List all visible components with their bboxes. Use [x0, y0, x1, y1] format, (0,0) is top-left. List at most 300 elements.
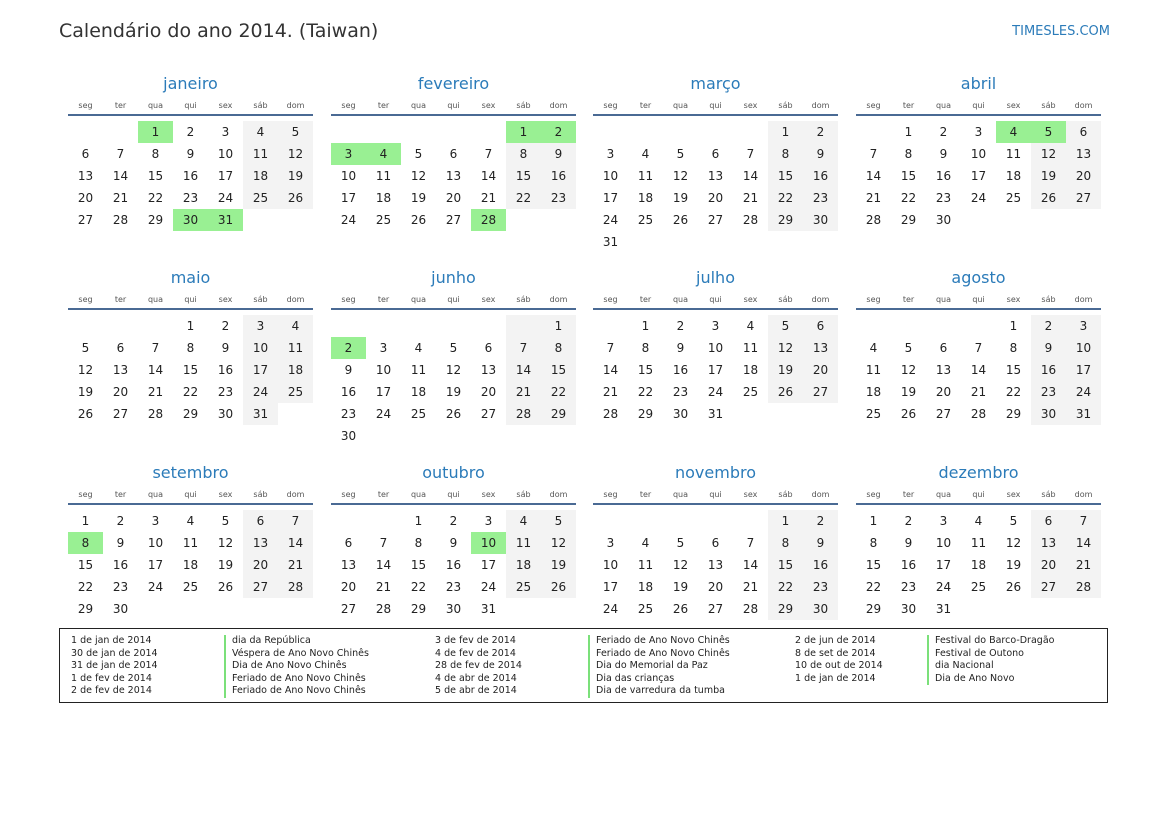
- weekday-label: seg: [78, 489, 93, 499]
- day-cell: 6: [344, 536, 353, 550]
- weekday-header: [856, 485, 1101, 505]
- day-cell: 15: [506, 165, 541, 187]
- day-cell: 20: [803, 359, 838, 381]
- day-cell: 1: [541, 315, 576, 337]
- empty-cell: [436, 121, 471, 143]
- empty-cell: [593, 315, 628, 337]
- day-cell: 29: [768, 209, 803, 231]
- day-cell: 22: [768, 187, 803, 209]
- day-cell: 18: [278, 359, 313, 381]
- weekday-label: sáb: [516, 100, 531, 110]
- holiday-day: 2: [541, 121, 576, 143]
- weekday-label: sex: [481, 294, 496, 304]
- month-9: [68, 461, 313, 620]
- day-cell: 22: [768, 576, 803, 598]
- month-name: junho: [431, 268, 476, 287]
- weekday-label: qua: [672, 489, 689, 499]
- weekday-label: ter: [902, 100, 915, 110]
- day-cell: 27: [707, 213, 724, 227]
- day-cell: 11: [1005, 147, 1022, 161]
- weekday-label: sex: [481, 100, 496, 110]
- weekday-header: [856, 96, 1101, 116]
- day-cell: 27: [803, 381, 838, 403]
- month-1: [68, 72, 313, 231]
- day-cell: 29: [77, 602, 94, 616]
- empty-cell: [366, 510, 401, 532]
- month-name: outubro: [422, 463, 485, 482]
- empty-cell: [366, 121, 401, 143]
- day-cell: 29: [147, 213, 164, 227]
- empty-cell: [331, 510, 366, 532]
- day-cell: 4: [243, 121, 278, 143]
- day-cell: 24: [707, 385, 724, 399]
- day-cell: 16: [445, 558, 462, 572]
- day-cell: 29: [182, 407, 199, 421]
- day-cell: 6: [939, 341, 948, 355]
- legend-entry: Véspera de Ano Novo Chinês: [232, 647, 369, 659]
- site-link[interactable]: TIMESLES.COM: [1012, 24, 1110, 39]
- weekday-label: qua: [935, 100, 952, 110]
- day-cell: 5: [81, 341, 90, 355]
- holiday-day: 30: [173, 209, 208, 231]
- day-cell: 10: [340, 169, 357, 183]
- legend-entry: Festival do Barco-Dragão: [935, 635, 1055, 646]
- day-cell: 15: [768, 554, 803, 576]
- weekday-label: dom: [549, 294, 568, 304]
- month-name: julho: [696, 268, 735, 287]
- day-cell: 23: [217, 385, 234, 399]
- day-cell: 19: [217, 558, 234, 572]
- day-cell: 24: [340, 213, 357, 227]
- day-cell: 15: [541, 359, 576, 381]
- day-cell: 1: [768, 510, 803, 532]
- day-cell: 22: [410, 580, 427, 594]
- day-cell: 5: [676, 147, 685, 161]
- legend-entry: Feriado de Ano Novo Chinês: [232, 685, 366, 696]
- day-cell: 12: [900, 363, 917, 377]
- legend-names-col1: [224, 635, 369, 698]
- day-cell: 22: [77, 580, 94, 594]
- weekday-label: dom: [549, 100, 568, 110]
- weekday-label: qua: [410, 100, 427, 110]
- day-cell: 21: [1066, 554, 1101, 576]
- empty-cell: [471, 315, 506, 337]
- weekday-label: dom: [1074, 489, 1093, 499]
- day-cell: 9: [1031, 337, 1066, 359]
- day-cell: 23: [182, 191, 199, 205]
- day-cell: 4: [641, 536, 650, 550]
- month-3: [593, 72, 838, 253]
- day-cell: 21: [375, 580, 392, 594]
- day-cell: 29: [865, 602, 882, 616]
- day-cell: 10: [1066, 337, 1101, 359]
- empty-cell: [698, 510, 733, 532]
- weekday-label: ter: [639, 294, 652, 304]
- day-cell: 16: [935, 169, 952, 183]
- day-cell: 1: [81, 514, 90, 528]
- weekday-label: ter: [902, 489, 915, 499]
- weekday-label: qui: [447, 100, 460, 110]
- day-cell: 23: [935, 191, 952, 205]
- day-cell: 16: [217, 363, 234, 377]
- day-cell: 14: [742, 558, 759, 572]
- day-cell: 29: [541, 403, 576, 425]
- day-cell: 9: [803, 532, 838, 554]
- weekday-label: seg: [603, 294, 618, 304]
- legend-entry: 4 de fev de 2014: [435, 647, 516, 659]
- empty-cell: [856, 121, 891, 143]
- day-cell: 20: [707, 580, 724, 594]
- day-cell: 2: [939, 125, 948, 139]
- day-cell: 20: [243, 554, 278, 576]
- day-cell: 10: [707, 341, 724, 355]
- day-cell: 19: [900, 385, 917, 399]
- day-cell: 1: [768, 121, 803, 143]
- day-cell: 17: [602, 580, 619, 594]
- day-cell: 20: [77, 191, 94, 205]
- day-cell: 9: [541, 143, 576, 165]
- day-cell: 30: [217, 407, 234, 421]
- weekday-label: seg: [603, 100, 618, 110]
- day-cell: 13: [707, 169, 724, 183]
- day-cell: 19: [541, 554, 576, 576]
- day-cell: 17: [970, 169, 987, 183]
- day-cell: 26: [278, 187, 313, 209]
- day-cell: 11: [742, 341, 759, 355]
- holiday-day: 31: [208, 209, 243, 231]
- day-cell: 23: [1031, 381, 1066, 403]
- weekday-label: seg: [341, 489, 356, 499]
- day-cell: 17: [217, 169, 234, 183]
- day-cell: 19: [278, 165, 313, 187]
- day-cell: 23: [803, 187, 838, 209]
- day-cell: 13: [1031, 532, 1066, 554]
- month-name: setembro: [152, 463, 229, 482]
- weekday-label: sex: [218, 489, 233, 499]
- day-cell: 9: [344, 363, 353, 377]
- weekday-label: qui: [709, 294, 722, 304]
- day-cell: 2: [449, 514, 458, 528]
- day-cell: 3: [974, 125, 983, 139]
- weekday-label: seg: [603, 489, 618, 499]
- weekday-label: dom: [1074, 294, 1093, 304]
- weekday-label: seg: [78, 100, 93, 110]
- day-cell: 2: [116, 514, 125, 528]
- day-cell: 6: [711, 147, 720, 161]
- day-cell: 30: [112, 602, 129, 616]
- weekday-label: qua: [147, 489, 164, 499]
- day-cell: 21: [865, 191, 882, 205]
- legend-entry: dia Nacional: [935, 660, 994, 671]
- day-cell: 10: [935, 536, 952, 550]
- weekday-label: ter: [114, 294, 127, 304]
- day-cell: 6: [116, 341, 125, 355]
- day-cell: 10: [147, 536, 164, 550]
- day-cell: 30: [340, 429, 357, 443]
- legend-entry: Feriado de Ano Novo Chinês: [596, 647, 730, 659]
- legend-entry: Dia de Ano Novo Chinês: [232, 660, 347, 671]
- day-cell: 25: [410, 407, 427, 421]
- day-cell: 19: [768, 359, 803, 381]
- day-cell: 20: [445, 191, 462, 205]
- month-name: maio: [170, 268, 211, 287]
- day-cell: 12: [672, 558, 689, 572]
- day-cell: 3: [939, 514, 948, 528]
- day-cell: 20: [112, 385, 129, 399]
- legend-entry: Dia de Ano Novo: [935, 672, 1015, 684]
- day-cell: 9: [939, 147, 948, 161]
- weekday-label: qui: [972, 294, 985, 304]
- legend-dates-col1: [71, 635, 158, 698]
- day-cell: 18: [243, 165, 278, 187]
- day-cell: 3: [1066, 315, 1101, 337]
- day-cell: 27: [340, 602, 357, 616]
- day-cell: 11: [637, 169, 654, 183]
- day-cell: 25: [865, 407, 882, 421]
- day-cell: 28: [1066, 576, 1101, 598]
- day-cell: 3: [243, 315, 278, 337]
- weekday-label: sex: [1006, 489, 1021, 499]
- day-cell: 28: [865, 213, 882, 227]
- empty-cell: [856, 315, 891, 337]
- day-cell: 20: [1031, 554, 1066, 576]
- day-cell: 14: [375, 558, 392, 572]
- weekday-label: dom: [549, 489, 568, 499]
- day-cell: 8: [641, 341, 650, 355]
- day-cell: 19: [672, 580, 689, 594]
- day-cell: 15: [637, 363, 654, 377]
- empty-cell: [103, 315, 138, 337]
- day-cell: 3: [221, 125, 230, 139]
- weekday-header: [593, 96, 838, 116]
- legend-entry: Dia de varredura da tumba: [596, 685, 725, 696]
- month-8: [856, 266, 1101, 425]
- day-cell: 23: [541, 187, 576, 209]
- day-cell: 7: [1066, 510, 1101, 532]
- legend-entry: 4 de abr de 2014: [435, 672, 517, 684]
- day-grid: [593, 121, 838, 253]
- empty-cell: [961, 315, 996, 337]
- day-cell: 7: [746, 536, 755, 550]
- empty-cell: [138, 315, 173, 337]
- weekday-label: sex: [218, 100, 233, 110]
- weekday-label: sex: [743, 489, 758, 499]
- empty-cell: [593, 510, 628, 532]
- day-cell: 8: [186, 341, 195, 355]
- day-grid: [331, 315, 576, 447]
- day-cell: 8: [869, 536, 878, 550]
- day-cell: 22: [900, 191, 917, 205]
- weekday-label: qua: [672, 100, 689, 110]
- day-cell: 16: [803, 165, 838, 187]
- day-cell: 16: [340, 385, 357, 399]
- weekday-label: seg: [341, 100, 356, 110]
- weekday-label: ter: [114, 100, 127, 110]
- day-cell: 9: [676, 341, 685, 355]
- day-cell: 6: [803, 315, 838, 337]
- day-cell: 21: [970, 385, 987, 399]
- day-cell: 7: [151, 341, 160, 355]
- day-cell: 10: [602, 169, 619, 183]
- day-cell: 19: [1005, 558, 1022, 572]
- legend-names-col2: [588, 635, 730, 698]
- day-cell: 1: [414, 514, 423, 528]
- weekday-label: qui: [184, 489, 197, 499]
- holiday-day: 1: [138, 121, 173, 143]
- day-cell: 25: [278, 381, 313, 403]
- day-cell: 25: [637, 602, 654, 616]
- weekday-label: sáb: [778, 100, 793, 110]
- day-cell: 10: [970, 147, 987, 161]
- weekday-label: sáb: [253, 489, 268, 499]
- month-name: novembro: [675, 463, 756, 482]
- day-cell: 5: [221, 514, 230, 528]
- empty-cell: [698, 121, 733, 143]
- day-cell: 8: [768, 143, 803, 165]
- day-cell: 4: [974, 514, 983, 528]
- day-cell: 1: [1009, 319, 1018, 333]
- day-cell: 22: [541, 381, 576, 403]
- day-cell: 5: [768, 315, 803, 337]
- weekday-label: qui: [972, 100, 985, 110]
- weekday-label: qui: [184, 100, 197, 110]
- day-cell: 17: [375, 385, 392, 399]
- day-cell: 22: [147, 191, 164, 205]
- day-cell: 27: [1066, 187, 1101, 209]
- day-cell: 13: [243, 532, 278, 554]
- day-cell: 15: [147, 169, 164, 183]
- day-cell: 31: [480, 602, 497, 616]
- day-cell: 2: [1031, 315, 1066, 337]
- weekday-label: ter: [377, 489, 390, 499]
- day-cell: 14: [970, 363, 987, 377]
- day-cell: 15: [768, 165, 803, 187]
- day-cell: 3: [606, 147, 615, 161]
- empty-cell: [401, 121, 436, 143]
- day-cell: 19: [1031, 165, 1066, 187]
- empty-cell: [331, 121, 366, 143]
- day-cell: 16: [182, 169, 199, 183]
- day-cell: 28: [742, 213, 759, 227]
- weekday-label: qui: [184, 294, 197, 304]
- legend-entry: 2 de jun de 2014: [795, 635, 876, 646]
- weekday-label: seg: [866, 294, 881, 304]
- day-cell: 30: [935, 213, 952, 227]
- day-cell: 31: [707, 407, 724, 421]
- weekday-label: qui: [709, 100, 722, 110]
- day-cell: 20: [1066, 165, 1101, 187]
- day-cell: 17: [1066, 359, 1101, 381]
- holiday-day: 28: [471, 209, 506, 231]
- weekday-label: seg: [341, 294, 356, 304]
- day-cell: 27: [77, 213, 94, 227]
- day-cell: 24: [602, 602, 619, 616]
- day-cell: 28: [278, 576, 313, 598]
- day-cell: 12: [445, 363, 462, 377]
- day-cell: 26: [672, 602, 689, 616]
- day-cell: 28: [742, 602, 759, 616]
- month-name: agosto: [951, 268, 1006, 287]
- day-cell: 18: [637, 191, 654, 205]
- day-cell: 7: [116, 147, 125, 161]
- day-cell: 28: [602, 407, 619, 421]
- weekday-label: qua: [672, 294, 689, 304]
- weekday-label: sex: [218, 294, 233, 304]
- weekday-label: sáb: [516, 294, 531, 304]
- day-cell: 12: [672, 169, 689, 183]
- empty-cell: [628, 121, 663, 143]
- day-cell: 24: [243, 381, 278, 403]
- day-cell: 26: [77, 407, 94, 421]
- weekday-label: ter: [377, 100, 390, 110]
- day-cell: 25: [375, 213, 392, 227]
- holiday-day: 1: [506, 121, 541, 143]
- empty-cell: [926, 315, 961, 337]
- day-cell: 5: [414, 147, 423, 161]
- day-cell: 1: [869, 514, 878, 528]
- day-cell: 15: [900, 169, 917, 183]
- day-cell: 4: [869, 341, 878, 355]
- empty-cell: [68, 121, 103, 143]
- day-cell: 8: [506, 143, 541, 165]
- weekday-header: [593, 290, 838, 310]
- day-cell: 14: [278, 532, 313, 554]
- day-cell: 13: [707, 558, 724, 572]
- empty-cell: [733, 510, 768, 532]
- day-cell: 8: [768, 532, 803, 554]
- day-cell: 9: [186, 147, 195, 161]
- legend-entry: 8 de set de 2014: [795, 647, 876, 659]
- day-cell: 18: [865, 385, 882, 399]
- day-cell: 21: [112, 191, 129, 205]
- month-12: [856, 461, 1101, 620]
- day-cell: 2: [803, 510, 838, 532]
- legend-entry: 1 de jan de 2014: [795, 672, 876, 684]
- day-cell: 2: [803, 121, 838, 143]
- day-cell: 13: [935, 363, 952, 377]
- weekday-label: sáb: [253, 100, 268, 110]
- holiday-day: 10: [471, 532, 506, 554]
- weekday-header: [68, 485, 313, 505]
- month-10: [331, 461, 576, 620]
- day-cell: 14: [742, 169, 759, 183]
- day-cell: 14: [506, 359, 541, 381]
- day-grid: [593, 315, 838, 425]
- day-cell: 16: [112, 558, 129, 572]
- month-6: [331, 266, 576, 447]
- day-cell: 12: [541, 532, 576, 554]
- weekday-label: qua: [935, 489, 952, 499]
- weekday-label: sex: [743, 100, 758, 110]
- day-cell: 26: [217, 580, 234, 594]
- day-cell: 12: [217, 536, 234, 550]
- day-cell: 12: [77, 363, 94, 377]
- weekday-label: sáb: [778, 489, 793, 499]
- day-cell: 16: [900, 558, 917, 572]
- day-cell: 24: [935, 580, 952, 594]
- day-grid: [856, 315, 1101, 425]
- day-grid: [68, 315, 313, 425]
- day-cell: 17: [707, 363, 724, 377]
- day-cell: 13: [445, 169, 462, 183]
- day-cell: 10: [602, 558, 619, 572]
- weekday-label: dom: [811, 294, 830, 304]
- day-cell: 1: [186, 319, 195, 333]
- day-cell: 2: [904, 514, 913, 528]
- weekday-label: ter: [639, 489, 652, 499]
- empty-cell: [103, 121, 138, 143]
- day-cell: 23: [900, 580, 917, 594]
